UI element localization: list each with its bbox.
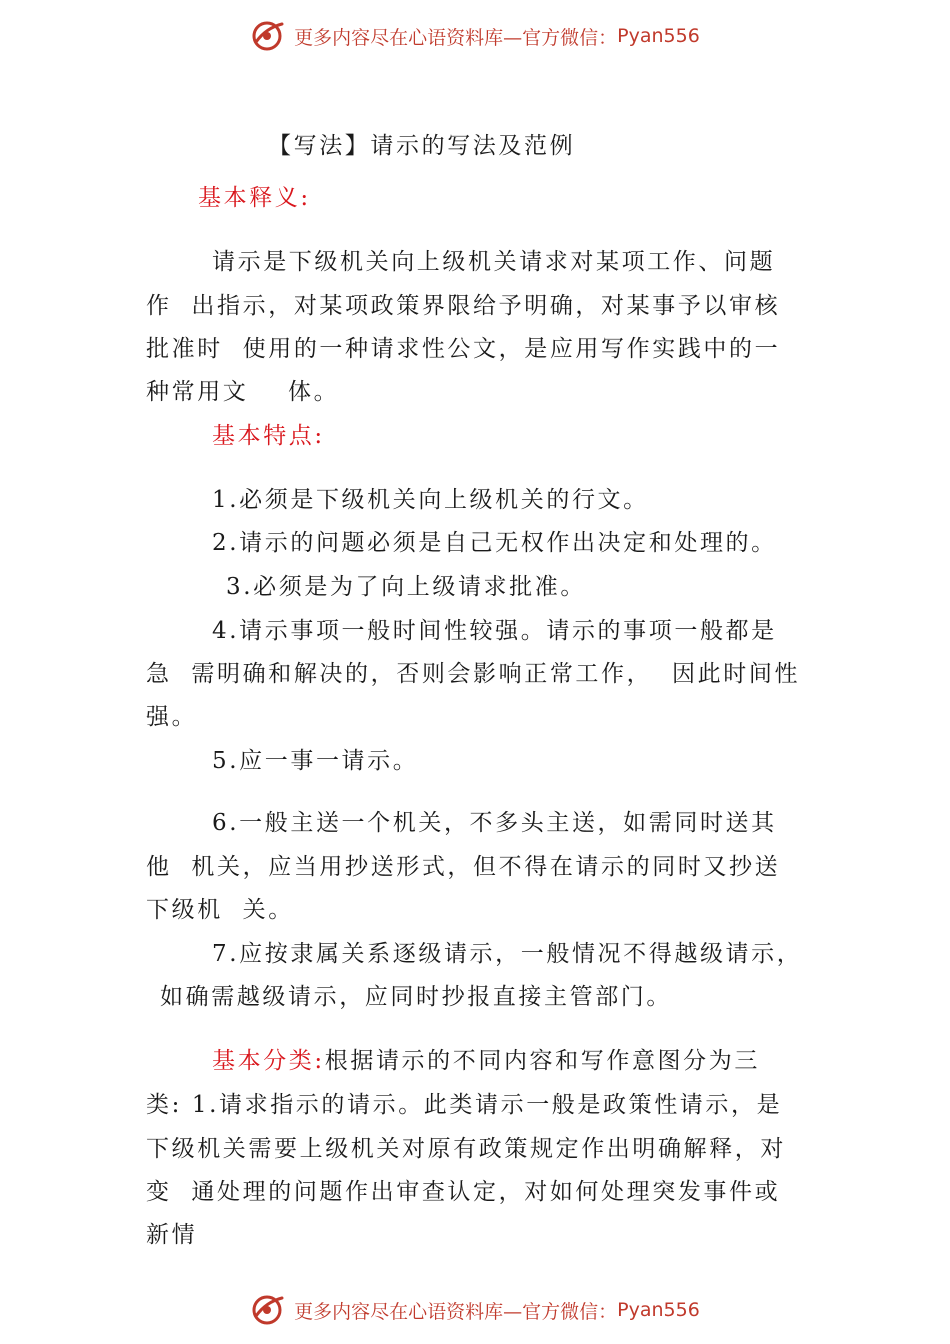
definition-line: 批准时 使用的一种请求性公文，是应用写作实践中的一 — [146, 336, 781, 362]
feature-line: 3.必须是为了向上级请求批准。 — [226, 574, 586, 600]
header-banner — [0, 16, 950, 56]
banner-text: 更多内容尽在心语资料库—官方微信： — [294, 26, 618, 49]
doc-title: 【写法】请示的写法及范例 — [268, 133, 576, 159]
footer-banner — [0, 1290, 950, 1330]
feature-line: 他 机关，应当用抄送形式，但不得在请示的同时又抄送 — [146, 854, 781, 880]
heading-classification: 基本分类: — [212, 1048, 325, 1074]
brand-logo-icon — [250, 18, 288, 54]
feature-line: 2.请示的问题必须是自己无权作出决定和处理的。 — [212, 530, 777, 556]
banner-text: 更多内容尽在心语资料库—官方微信： — [294, 1300, 618, 1323]
feature-line: 5.应一事一请示。 — [212, 748, 419, 774]
feature-line: 下级机 关。 — [146, 897, 294, 923]
banner-handle: Pyan556 — [617, 25, 700, 47]
feature-line: 1.必须是下级机关向上级机关的行文。 — [212, 487, 649, 513]
definition-line: 请示是下级机关向上级机关请求对某项工作、问题 — [212, 249, 776, 275]
brand-logo-icon — [250, 1292, 288, 1328]
feature-line: 7.应按隶属关系逐级请示，一般情况不得越级请示， — [212, 941, 803, 967]
feature-line: 强。 — [146, 704, 198, 730]
definition-line: 作 出指示，对某项政策界限给予明确，对某事予以审核 — [146, 293, 781, 319]
feature-line: 6.一般主送一个机关，不多头主送，如需同时送其 — [212, 810, 777, 836]
classification-line: 新情 — [146, 1222, 198, 1248]
feature-line: 4.请示事项一般时间性较强。请示的事项一般都是 — [212, 618, 777, 644]
classification-line: 下级机关需要上级机关对原有政策规定作出明确解释，对 — [146, 1136, 786, 1162]
banner-handle: Pyan556 — [617, 1299, 700, 1321]
feature-line: 如确需越级请示，应同时抄报直接主管部门。 — [160, 984, 672, 1010]
classification-line: 变 通处理的问题作出审查认定，对如何处理突发事件或 — [146, 1179, 781, 1205]
classification-text: 根据请示的不同内容和写作意图分为三 — [324, 1048, 760, 1074]
feature-line: 急 需明确和解决的，否则会影响正常工作， 因此时间性 — [146, 661, 801, 687]
classification-first-line — [212, 1046, 760, 1076]
heading-features: 基本特点: — [212, 423, 325, 449]
classification-line: 类: 1.请求指示的请示。此类请示一般是政策性请示，是 — [146, 1092, 783, 1118]
heading-definition: 基本释义: — [198, 185, 311, 211]
definition-line: 种常用文 体。 — [146, 379, 340, 405]
